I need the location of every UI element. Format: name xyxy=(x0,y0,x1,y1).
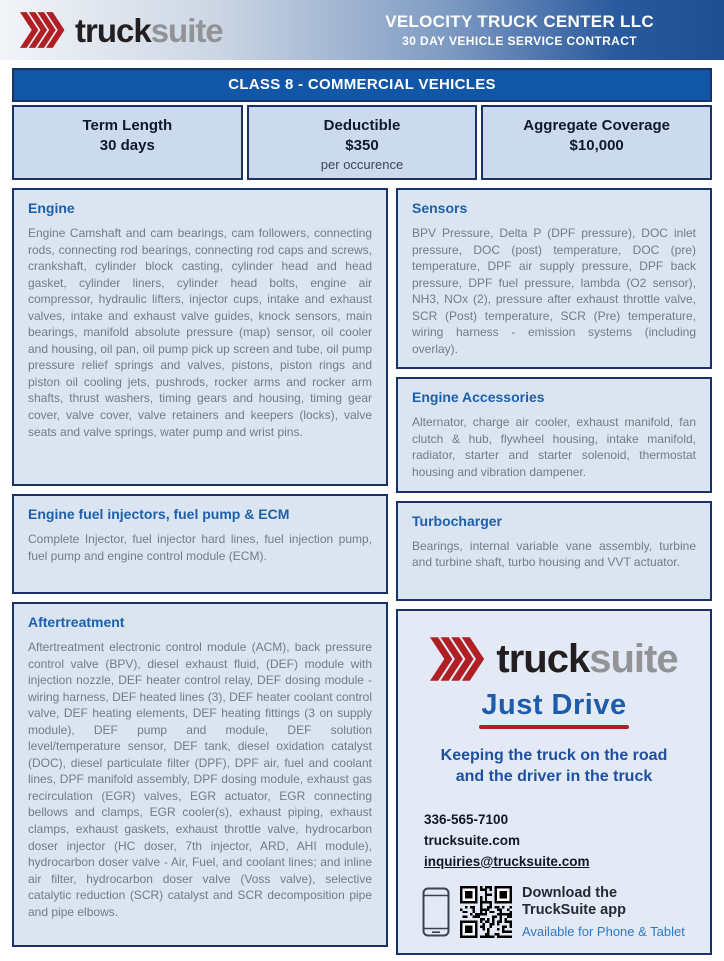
turbocharger-section xyxy=(396,501,712,601)
fuel-injectors-section xyxy=(12,494,388,594)
promo-panel xyxy=(396,609,712,956)
fuel-injectors-section-body: Complete Injector, fuel injector hard lines, fuel injection pump, fuel pump and engine control module (ECM). xyxy=(28,532,372,563)
smartphone-icon xyxy=(422,887,450,937)
brand-word-suite: suite xyxy=(589,636,678,681)
summary-row xyxy=(12,105,712,180)
email-link[interactable]: inquiries@trucksuite.com xyxy=(424,853,590,869)
turbocharger-section-title: Turbocharger xyxy=(412,512,502,529)
right-column xyxy=(396,188,712,955)
company-name: VELOCITY TRUCK CENTER LLC xyxy=(385,12,654,31)
contract-body xyxy=(12,68,712,955)
app-download-text xyxy=(522,885,685,940)
red-brush-underline xyxy=(479,725,629,729)
app-download-row xyxy=(416,885,692,940)
brand-word-suite: suite xyxy=(150,11,223,49)
contact-block xyxy=(416,810,692,873)
coverage-columns xyxy=(12,188,712,955)
term-length-cell xyxy=(12,105,243,180)
fuel-injectors-section-title: Engine fuel injectors, fuel pump & ECM xyxy=(28,506,290,522)
aftertreatment-section-body: Aftertreatment electronic control module (ACM), back pressure control valve (BPV), diesel exhaust fluid, (DEF) module with injection nozzle, DEF heater control relay, DEF dosing module - wiring harness, DEF heated lines (3), DEF heater coolant control valve, DEF heating elements, DEF heating fittings (3 on supply module), DEF pump and module, DEF solution level/temperature sensor, DEF tank, diesel oxidation catalyst (DOC), diesel particulate filter (DPF), DPF air, fuel and coolant lines, DPF manifold assembly, DPF dosing module, exhaust gas recirculation (EGR) valves, EGR actuator, EGR connecting bellows and clamps, EGR cooler(s), exhaust piping, exhaust clamps, exhaust gaskets, exhaust throttle valve, hydrocarbon doser injector (HC doser, 7th injector, ARD, AHI module), hydrocarbon doser valve - Air, Fuel, and coolant lines; and inline air filter, hydrocarbon doser valve (Voss valve), selective catalytic reduction (SCR) catalyst and SCR decomposition pipe and pipe elbows. xyxy=(28,640,372,919)
aggregate-coverage-label: Aggregate Coverage xyxy=(523,117,671,134)
sensors-section-title: Sensors xyxy=(412,200,468,216)
promo-brand-wordmark xyxy=(496,636,678,681)
engine-section-body: Engine Camshaft and cam bearings, cam followers, connecting rods, connecting rod bearings, connecting rod caps and screws, crankshaft, cylinder block casting, cylinder head and head gasket, cylinder liners, cylinder head bolts, engine air compressor, hydraulic lifters, injector cups, intake and exhaust valves, intake and exhaust valve guides, knock sensors, main bearings, manifold absolute pressure (map) sensor, oil cooler and housing, oil pan, oil pump pick up screen and tube, oil pump pressure relief springs and valves, pistons, piston rings and piston oil cooling jets, pushrods, rocker arms and rocker arm shafts, thrust washers, timing gears and housing, timing gear cover, valve cover, valve retainers and keepers (locks), valve seats and valve springs, water pump and wrist pins. xyxy=(28,226,372,439)
availability-note: Available for Phone & Tablet xyxy=(522,924,685,940)
term-length-label: Term Length xyxy=(82,117,173,134)
promo-trucksuite-logo xyxy=(416,637,692,681)
brand-word-truck: truck xyxy=(75,11,151,49)
sensors-section-body: BPV Pressure, Delta P (DPF pressure), DOC inlet pressure, DOC (post) temperature, DOC (pre) temperature, DPF air supply pressure, DPF back pressure, DPF fuel pressure, lambda (O2 sensor), NH3, NOx (2), pressure after exhaust throttle valve, SCR (Post) temperature, SCR (Pre) temperature, wiring harness - emission systems (including overlay). xyxy=(412,226,696,356)
engine-section-title: Engine xyxy=(28,200,75,216)
contract-subtitle: 30 DAY VEHICLE SERVICE CONTRACT xyxy=(402,34,638,48)
deductible-cell xyxy=(247,105,478,180)
engine-accessories-section xyxy=(396,377,712,492)
sensors-section xyxy=(396,188,712,369)
brand-wordmark xyxy=(75,11,223,49)
header xyxy=(0,0,724,60)
phone-number: 336-565-7100 xyxy=(424,811,509,827)
engine-accessories-section-body: Alternator, charge air cooler, exhaust manifold, fan clutch & hub, flywheel housing, intake manifold, radiator, starter and starter solenoid, thermostat housing and vibration dampener. xyxy=(412,415,696,480)
promo-message xyxy=(416,745,692,788)
chevrons-icon xyxy=(20,12,66,48)
chevrons-icon xyxy=(430,637,486,681)
turbocharger-section-body: Bearings, internal variable vane assembly, turbine and turbine shaft, turbo housing and VVT actuator. xyxy=(412,538,696,570)
deductible-label: Deductible xyxy=(323,117,401,134)
class-banner-label: CLASS 8 - COMMERCIAL VEHICLES xyxy=(228,76,496,93)
class-banner xyxy=(12,68,712,102)
promo-message-line1: Keeping the truck on the road xyxy=(440,746,668,764)
download-line2: TruckSuite app xyxy=(522,901,626,918)
aggregate-coverage-cell xyxy=(481,105,712,180)
term-length-value: 30 days xyxy=(99,137,155,154)
promo-message-line2: and the driver in the truck xyxy=(455,768,653,786)
aggregate-coverage-value: $10,000 xyxy=(569,137,624,154)
engine-accessories-section-title: Engine Accessories xyxy=(412,389,545,406)
download-line1: Download the xyxy=(522,884,618,901)
aftertreatment-section-title: Aftertreatment xyxy=(28,614,125,630)
deductible-note: per occurence xyxy=(320,157,404,172)
brand-tagline: Just Drive xyxy=(481,688,627,721)
engine-section xyxy=(12,188,388,486)
deductible-value: $350 xyxy=(345,137,379,154)
website-link[interactable]: trucksuite.com xyxy=(424,832,521,848)
brand-word-truck: truck xyxy=(496,636,590,681)
header-title-block xyxy=(385,12,654,48)
aftertreatment-section xyxy=(12,602,388,947)
qr-code-icon xyxy=(460,886,512,938)
trucksuite-logo xyxy=(20,12,223,48)
left-column xyxy=(12,188,388,947)
